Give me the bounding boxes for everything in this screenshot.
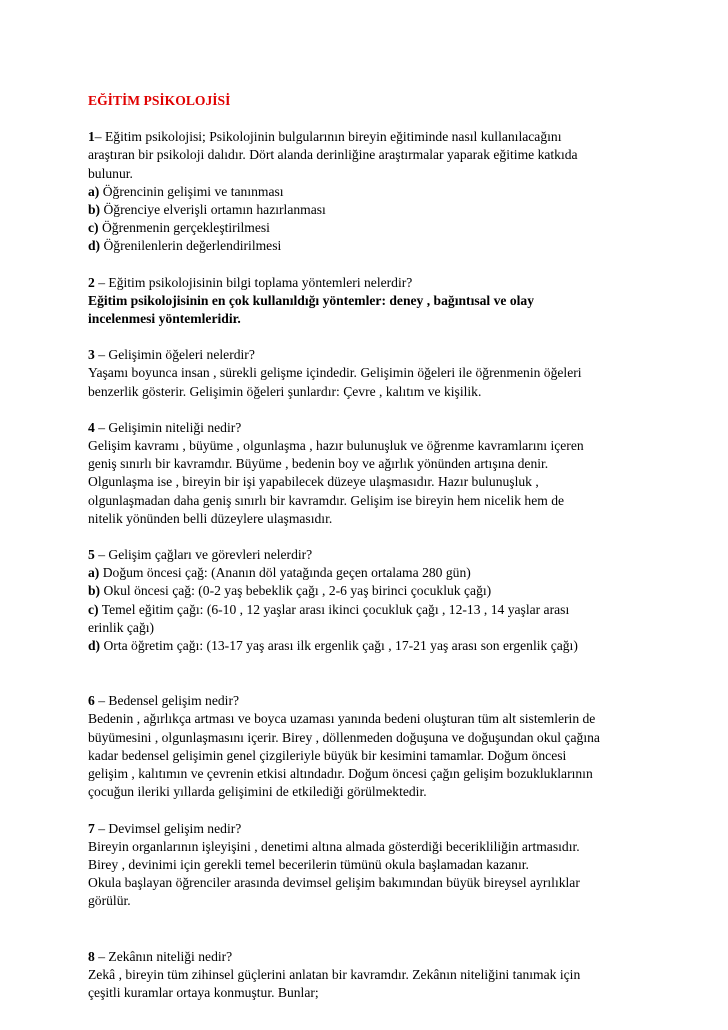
answer-line: Olgunlaşma ise , bireyin bir işi yapabilecek düzeye ulaşmasıdır. Hazır bulunuşluk , — [88, 474, 539, 490]
answer-line: geniş sınırlı bir kavramdır. Büyüme , bedenin boy ve ağırlık yönünden artışına denir. — [88, 456, 549, 472]
question-8-heading: 8 – Zekânın niteliği nedir? — [88, 948, 233, 964]
answer-line: Okula başlayan öğrenciler arasında devimsel gelişim bakımından büyük bireysel ayrılıklar — [88, 875, 580, 891]
answer-line: Eğitim psikolojisinin en çok kullanıldığı yöntemler: deney , bağıntısal ve olay — [88, 292, 535, 308]
question-6 — [88, 692, 648, 801]
option-b: b) Öğrenciye elverişli ortamın hazırlanması — [88, 202, 326, 218]
question-7-heading: 7 – Devimsel gelişim nedir? — [88, 820, 242, 836]
question-5 — [88, 546, 648, 655]
answer-line: gelişim , kalıtımın ve çevrenin etkisi altındadır. Doğum öncesi çağın gelişim bozukluklarının — [88, 766, 593, 782]
question-1-line-3: bulunur. — [88, 165, 133, 181]
answer-line: büyümesini , olgunlaşmasını içerir. Birey , döllenmeden doğuşuna ve doğuşundan okul çağına — [88, 729, 600, 745]
answer-line: Bedenin , ağırlıkça artması ve boyca uzaması yanında bedeni oluşturan tüm alt sistemlerin de — [88, 711, 596, 727]
question-number: 5 — [88, 547, 95, 563]
answer-line: çocuğun ileriki yıllarda gelişimini de etkilediği görülmektedir. — [88, 784, 427, 800]
answer-line: Bireyin organlarının işleyişini , denetimi altına almada gösterdiği becerikliliğin artmasıdır. — [88, 838, 580, 854]
option-d: d) Orta öğretim çağı: (13-17 yaş arası ilk ergenlik çağı , 17-21 yaş arası son ergenlik çağı) — [88, 638, 578, 654]
question-number: 6 — [88, 693, 95, 709]
question-4 — [88, 419, 648, 528]
option-c: c) Temel eğitim çağı: (6-10 , 12 yaşlar arası ikinci çocukluk çağı , 12-13 , 14 yaşlar arası — [88, 601, 570, 617]
question-number: 8 — [88, 948, 95, 964]
question-number: 2 — [88, 274, 95, 290]
question-1-line-2: araştıran bir psikoloji dalıdır. Dört alanda derinliğine araştırmalar yaparak eğitime katkıda — [88, 147, 578, 163]
answer-line: Yaşamı boyunca insan , sürekli gelişme içindedir. Gelişimin öğeleri ile öğrenmenin öğeleri — [88, 365, 582, 381]
answer-line: incelenmesi yöntemleridir. — [88, 311, 241, 327]
answer-line: Zekâ , bireyin tüm zihinsel güçlerini anlatan bir kavramdır. Zekânın niteliğini tanımak için — [88, 966, 581, 982]
answer-line: görülür. — [88, 893, 131, 909]
answer-line: Birey , devinimi için gerekli temel becerilerin tümünü okula başlamadan kazanır. — [88, 856, 529, 872]
option-a: a) Öğrencinin gelişimi ve tanınması — [88, 183, 284, 199]
question-2 — [88, 274, 648, 329]
option-c: c) Öğrenmenin gerçekleştirilmesi — [88, 220, 270, 236]
question-number: 1 — [88, 129, 95, 145]
question-8 — [88, 948, 648, 1003]
question-1-line-1: 1– Eğitim psikolojisi; Psikolojinin bulgularının bireyin eğitiminde nasıl kullanılacağını — [88, 129, 562, 145]
document-title: EĞİTİM PSİKOLOJİSİ — [88, 93, 231, 108]
question-3-heading: 3 – Gelişimin öğeleri nelerdir? — [88, 347, 255, 363]
question-number: 4 — [88, 419, 95, 435]
option-b: b) Okul öncesi çağ: (0-2 yaş bebeklik çağı , 2-6 yaş birinci çocukluk çağı) — [88, 583, 492, 599]
answer-line: Gelişim kavramı , büyüme , olgunlaşma , hazır bulunuşluk ve öğrenme kavramlarını içeren — [88, 438, 584, 454]
question-2-heading: 2 – Eğitim psikolojisinin bilgi toplama yöntemleri nelerdir? — [88, 274, 413, 290]
option-a: a) Doğum öncesi çağ: (Ananın döl yatağında geçen ortalama 280 gün) — [88, 565, 471, 581]
question-5-heading: 5 – Gelişim çağları ve görevleri nelerdir? — [88, 547, 313, 563]
answer-line: olgunlaşmadan daha geniş sınırlı bir kavramdır. Gelişim ise bireyin hem nicelik hem de — [88, 492, 565, 508]
answer-line: çeşitli kuramlar ortaya konmuştur. Bunlar; — [88, 984, 319, 1000]
question-number: 7 — [88, 820, 95, 836]
answer-line: benzerlik gösterir. Gelişimin öğeleri şunlardır: Çevre , kalıtım ve kişilik. — [88, 383, 482, 399]
answer-line: nitelik yönünden belli düzeylere ulaşmasıdır. — [88, 510, 333, 526]
question-6-heading: 6 – Bedensel gelişim nedir? — [88, 693, 240, 709]
question-4-heading: 4 – Gelişimin niteliği nedir? — [88, 419, 242, 435]
question-3 — [88, 346, 648, 401]
option-c-continued: erinlik çağı) — [88, 619, 155, 635]
question-number: 3 — [88, 347, 95, 363]
answer-line: kadar bedensel gelişimin genel çizgileriyle büyük bir kesimini tamamlar. Doğum öncesi — [88, 747, 567, 763]
question-7 — [88, 820, 648, 911]
option-d: d) Öğrenilenlerin değerlendirilmesi — [88, 238, 282, 254]
question-1 — [88, 128, 648, 255]
